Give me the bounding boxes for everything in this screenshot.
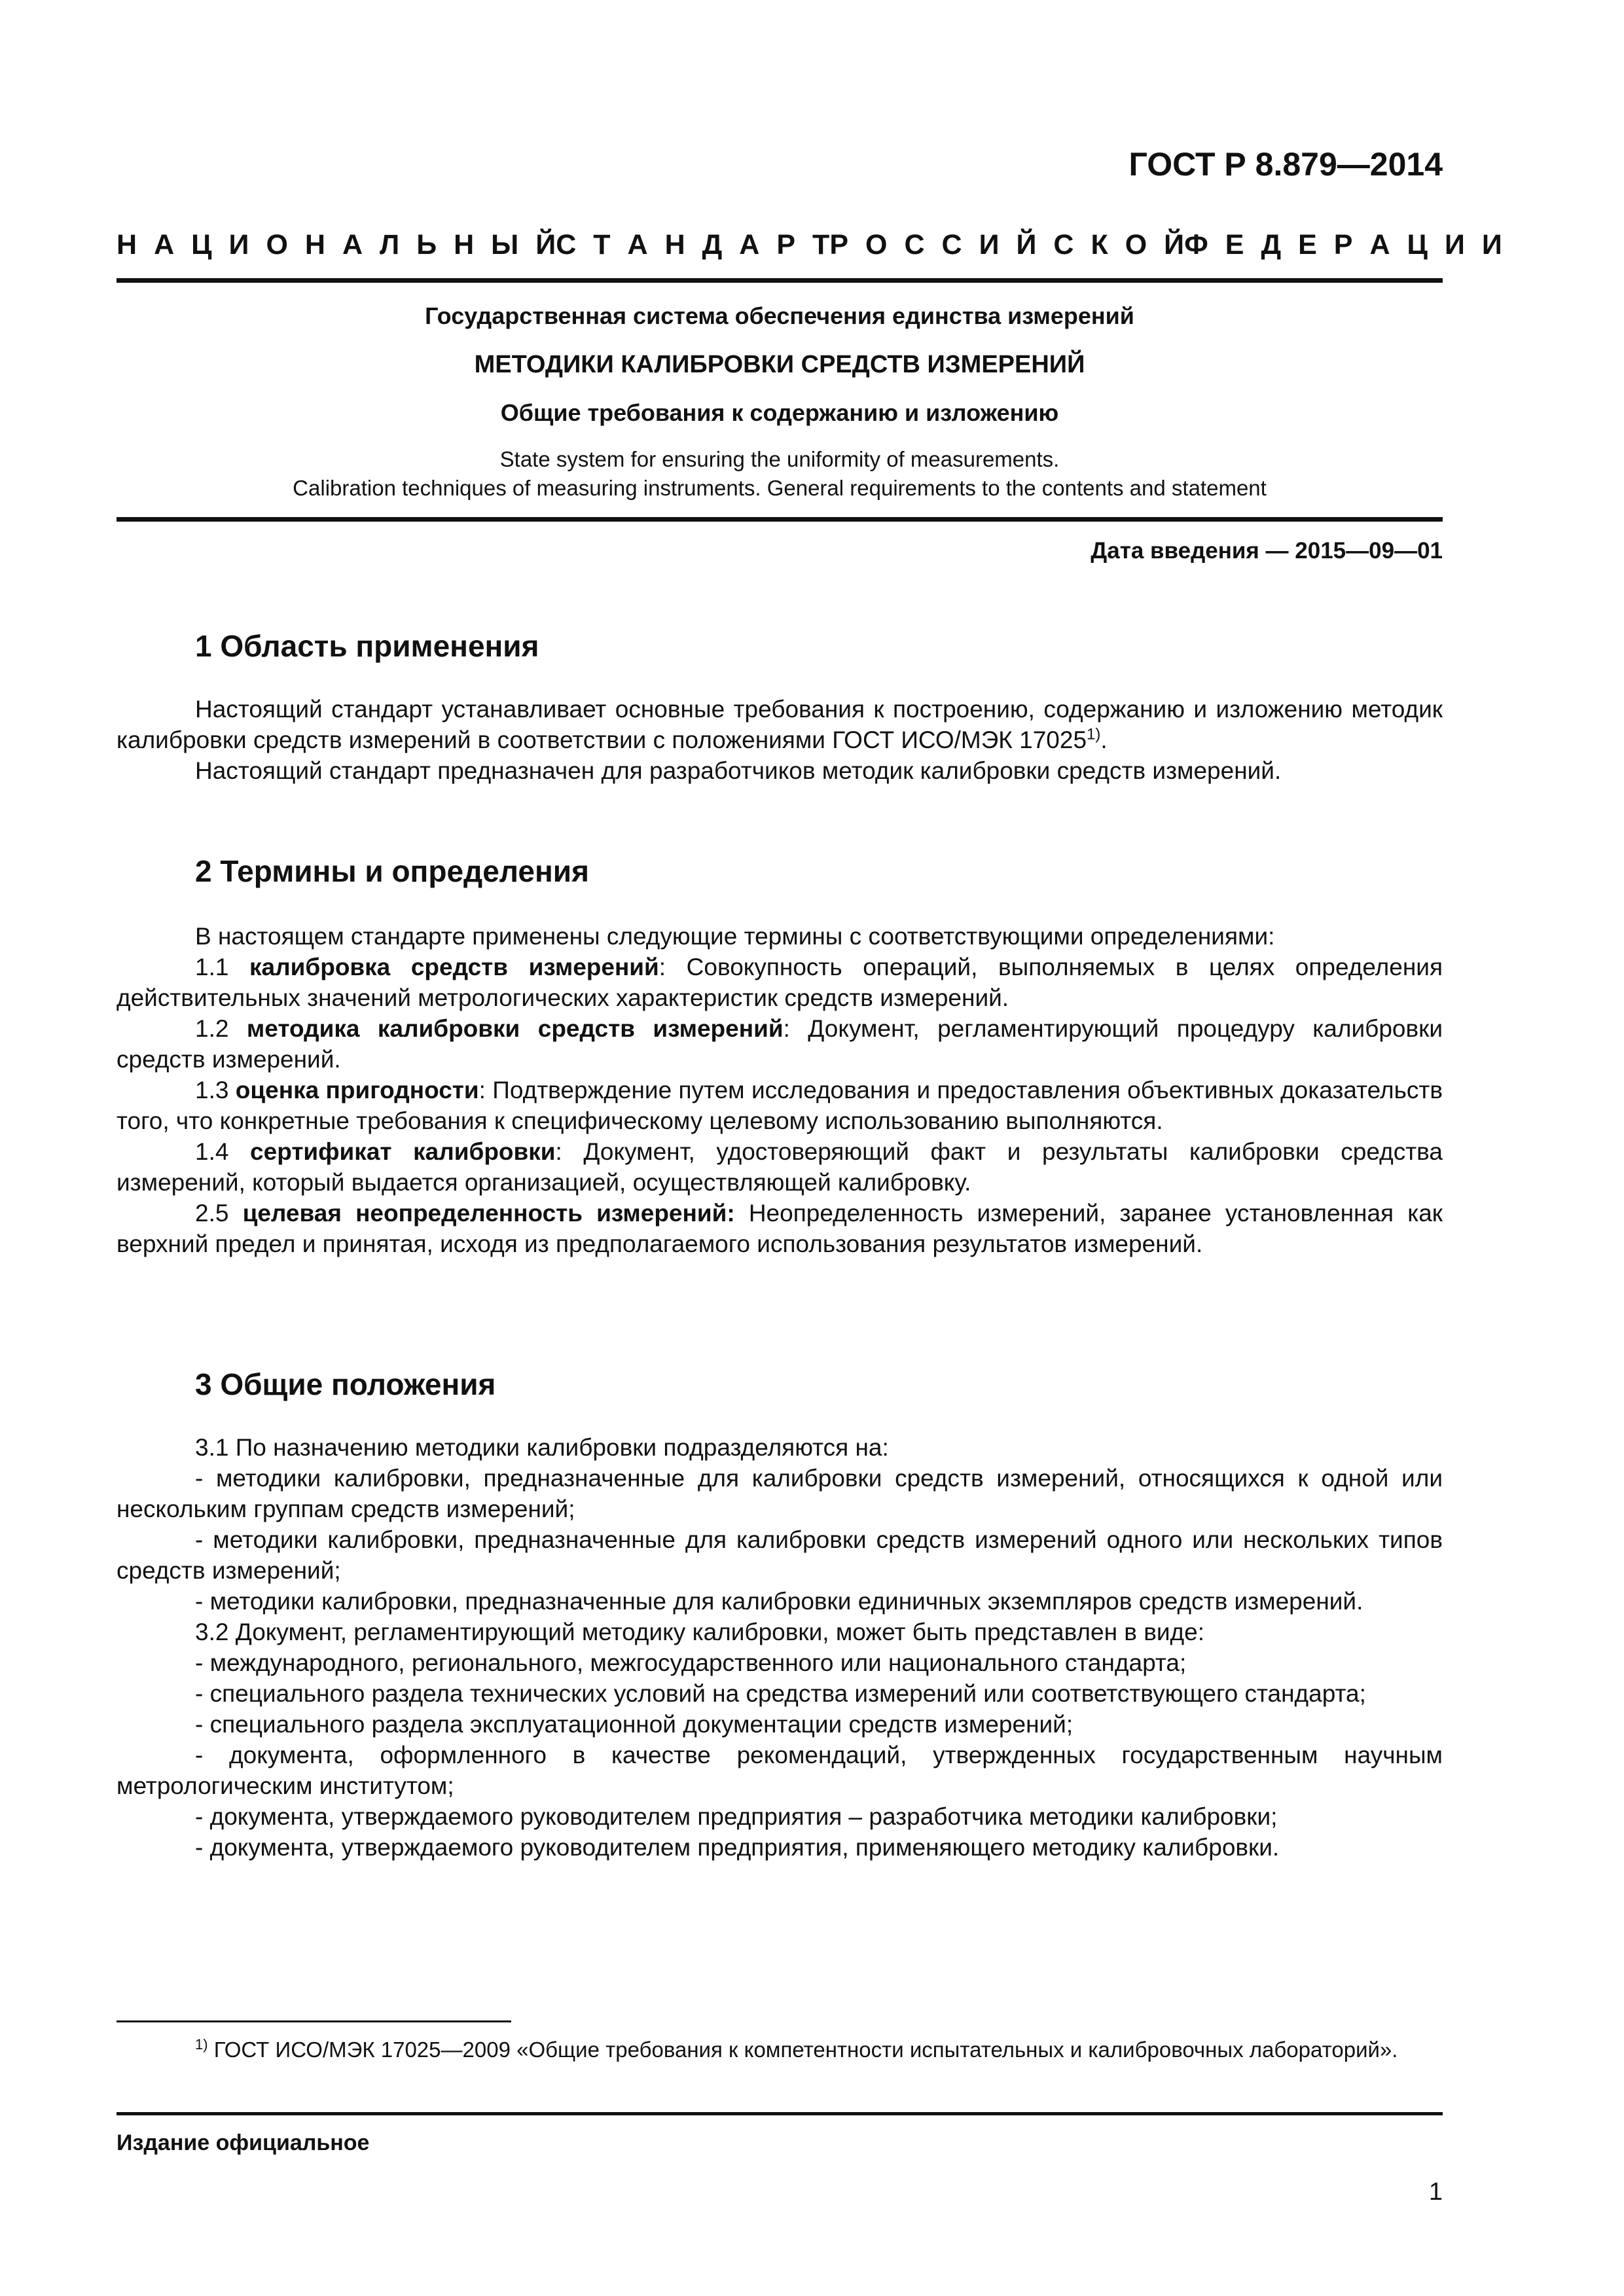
term-1-4: 1.4 сертификат калибровки: Документ, удостоверяющий факт и результаты калибровки средства измерений, который выдается организацией, осуществляющей калибровку. xyxy=(117,1138,1443,1196)
list-item: - документа, утверждаемого руководителем предприятия – разработчика методики калибровки; xyxy=(195,1803,1278,1830)
section-1-heading: 1 Область применения xyxy=(195,629,539,663)
section-2-intro: В настоящем стандарте применены следующие термины с соответствующими определениями: xyxy=(195,923,1275,950)
clause-3-1: 3.1 По назначению методики калибровки подразделяются на: xyxy=(195,1434,889,1461)
term-1-1: 1.1 калибровка средств измерений: Совокупность операций, выполняемых в целях определения действительных значений метрологических характеристик средств измерений. xyxy=(117,954,1443,1011)
banner-word-2: С Т А Н Д А Р Т xyxy=(556,229,830,260)
section-1-paragraph-1: Настоящий стандарт устанавливает основные требования к построению, содержанию и изложению методик калибровки средств измерений в соответствии с положениями ГОСТ ИСО/МЭК 17025$^{1)}$. xyxy=(117,696,1443,753)
list-item: - документа, утверждаемого руководителем предприятия, применяющего методику калибровки. xyxy=(195,1834,1280,1861)
title-divider xyxy=(117,517,1443,522)
footnote-divider xyxy=(117,2020,511,2022)
introduction-date: Дата введения — 2015—09—01 xyxy=(1091,538,1443,564)
footnote: $^{1)}$ ГОСТ ИСО/МЭК 17025—2009 «Общие требования к компетентности испытательных и калибровочных лабораторий». xyxy=(195,2036,1398,2062)
term-1-3: 1.3 оценка пригодности: Подтверждение путем исследования и предоставления объективных доказательств того, что конкретные требования к специфическому целевому использованию выполняются. xyxy=(117,1077,1443,1134)
footnote-marker: 1) xyxy=(195,2036,208,2053)
national-standard-banner xyxy=(117,229,1502,261)
list-item: - методики калибровки, предназначенные для калибровки средств измерений, относящихся к одной или нескольким группам средств измерений; xyxy=(117,1465,1443,1522)
list-item: - методики калибровки, предназначенные для калибровки единичных экземпляров средств измерений. xyxy=(195,1588,1363,1615)
banner-word-1: Н А Ц И О Н А Л Ь Н Ы Й xyxy=(117,229,556,260)
list-item: - документа, оформленного в качестве рекомендаций, утвержденных государственным научным метрологическим институтом; xyxy=(117,1742,1443,1799)
section-2-body xyxy=(117,921,1443,1259)
list-item: - специального раздела технических условий на средства измерений или соответствующего стандарта; xyxy=(195,1680,1366,1707)
system-title: Государственная система обеспечения единства измерений xyxy=(425,302,1134,329)
section-2-heading: 2 Термины и определения xyxy=(195,854,589,888)
section-3-body xyxy=(117,1432,1443,1863)
banner-word-3: Р О С С И Й С К О Й xyxy=(829,229,1185,260)
list-item: - методики калибровки, предназначенные для калибровки средств измерений одного или нескольких типов средств измерений; xyxy=(117,1526,1443,1584)
banner-word-4: Ф Е Д Е Р А Ц И И xyxy=(1184,229,1502,260)
document-title: МЕТОДИКИ КАЛИБРОВКИ СРЕДСТВ ИЗМЕРЕНИЙ xyxy=(474,351,1085,378)
section-1-paragraph-2: Настоящий стандарт предназначен для разработчиков методик калибровки средств измерений. xyxy=(195,757,1282,784)
term-1-2: 1.2 методика калибровки средств измерений: Документ, регламентирующий процедуру калибровки средств измерений. xyxy=(117,1015,1443,1073)
section-1-body xyxy=(117,694,1443,786)
document-code: ГОСТ Р 8.879—2014 xyxy=(1128,146,1443,183)
footer-divider xyxy=(117,2112,1443,2115)
header-divider xyxy=(117,278,1443,283)
term-2-5: 2.5 целевая неопределенность измерений: Неопределенность измерений, заранее установленная как верхний предел и принятая, исходя из предполагаемого использования результатов измерений. xyxy=(117,1200,1443,1257)
page-number: 1 xyxy=(1428,2178,1443,2206)
edition-label: Издание официальное xyxy=(117,2130,370,2155)
english-title-line-1: State system for ensuring the uniformity of measurements. xyxy=(499,447,1060,471)
list-item: - специального раздела эксплуатационной документации средств измерений; xyxy=(195,1711,1074,1738)
document-subtitle: Общие требования к содержанию и изложению xyxy=(500,399,1059,426)
footnote-reference: 1) xyxy=(1087,725,1101,744)
list-item: - международного, регионального, межгосударственного или национального стандарта; xyxy=(195,1649,1187,1676)
section-3-heading: 3 Общие положения xyxy=(195,1367,496,1401)
english-title-line-2: Calibration techniques of measuring instruments. General requirements to the contents and statement xyxy=(293,476,1267,500)
clause-3-2: 3.2 Документ, регламентирующий методику калибровки, может быть представлен в виде: xyxy=(195,1619,1205,1645)
